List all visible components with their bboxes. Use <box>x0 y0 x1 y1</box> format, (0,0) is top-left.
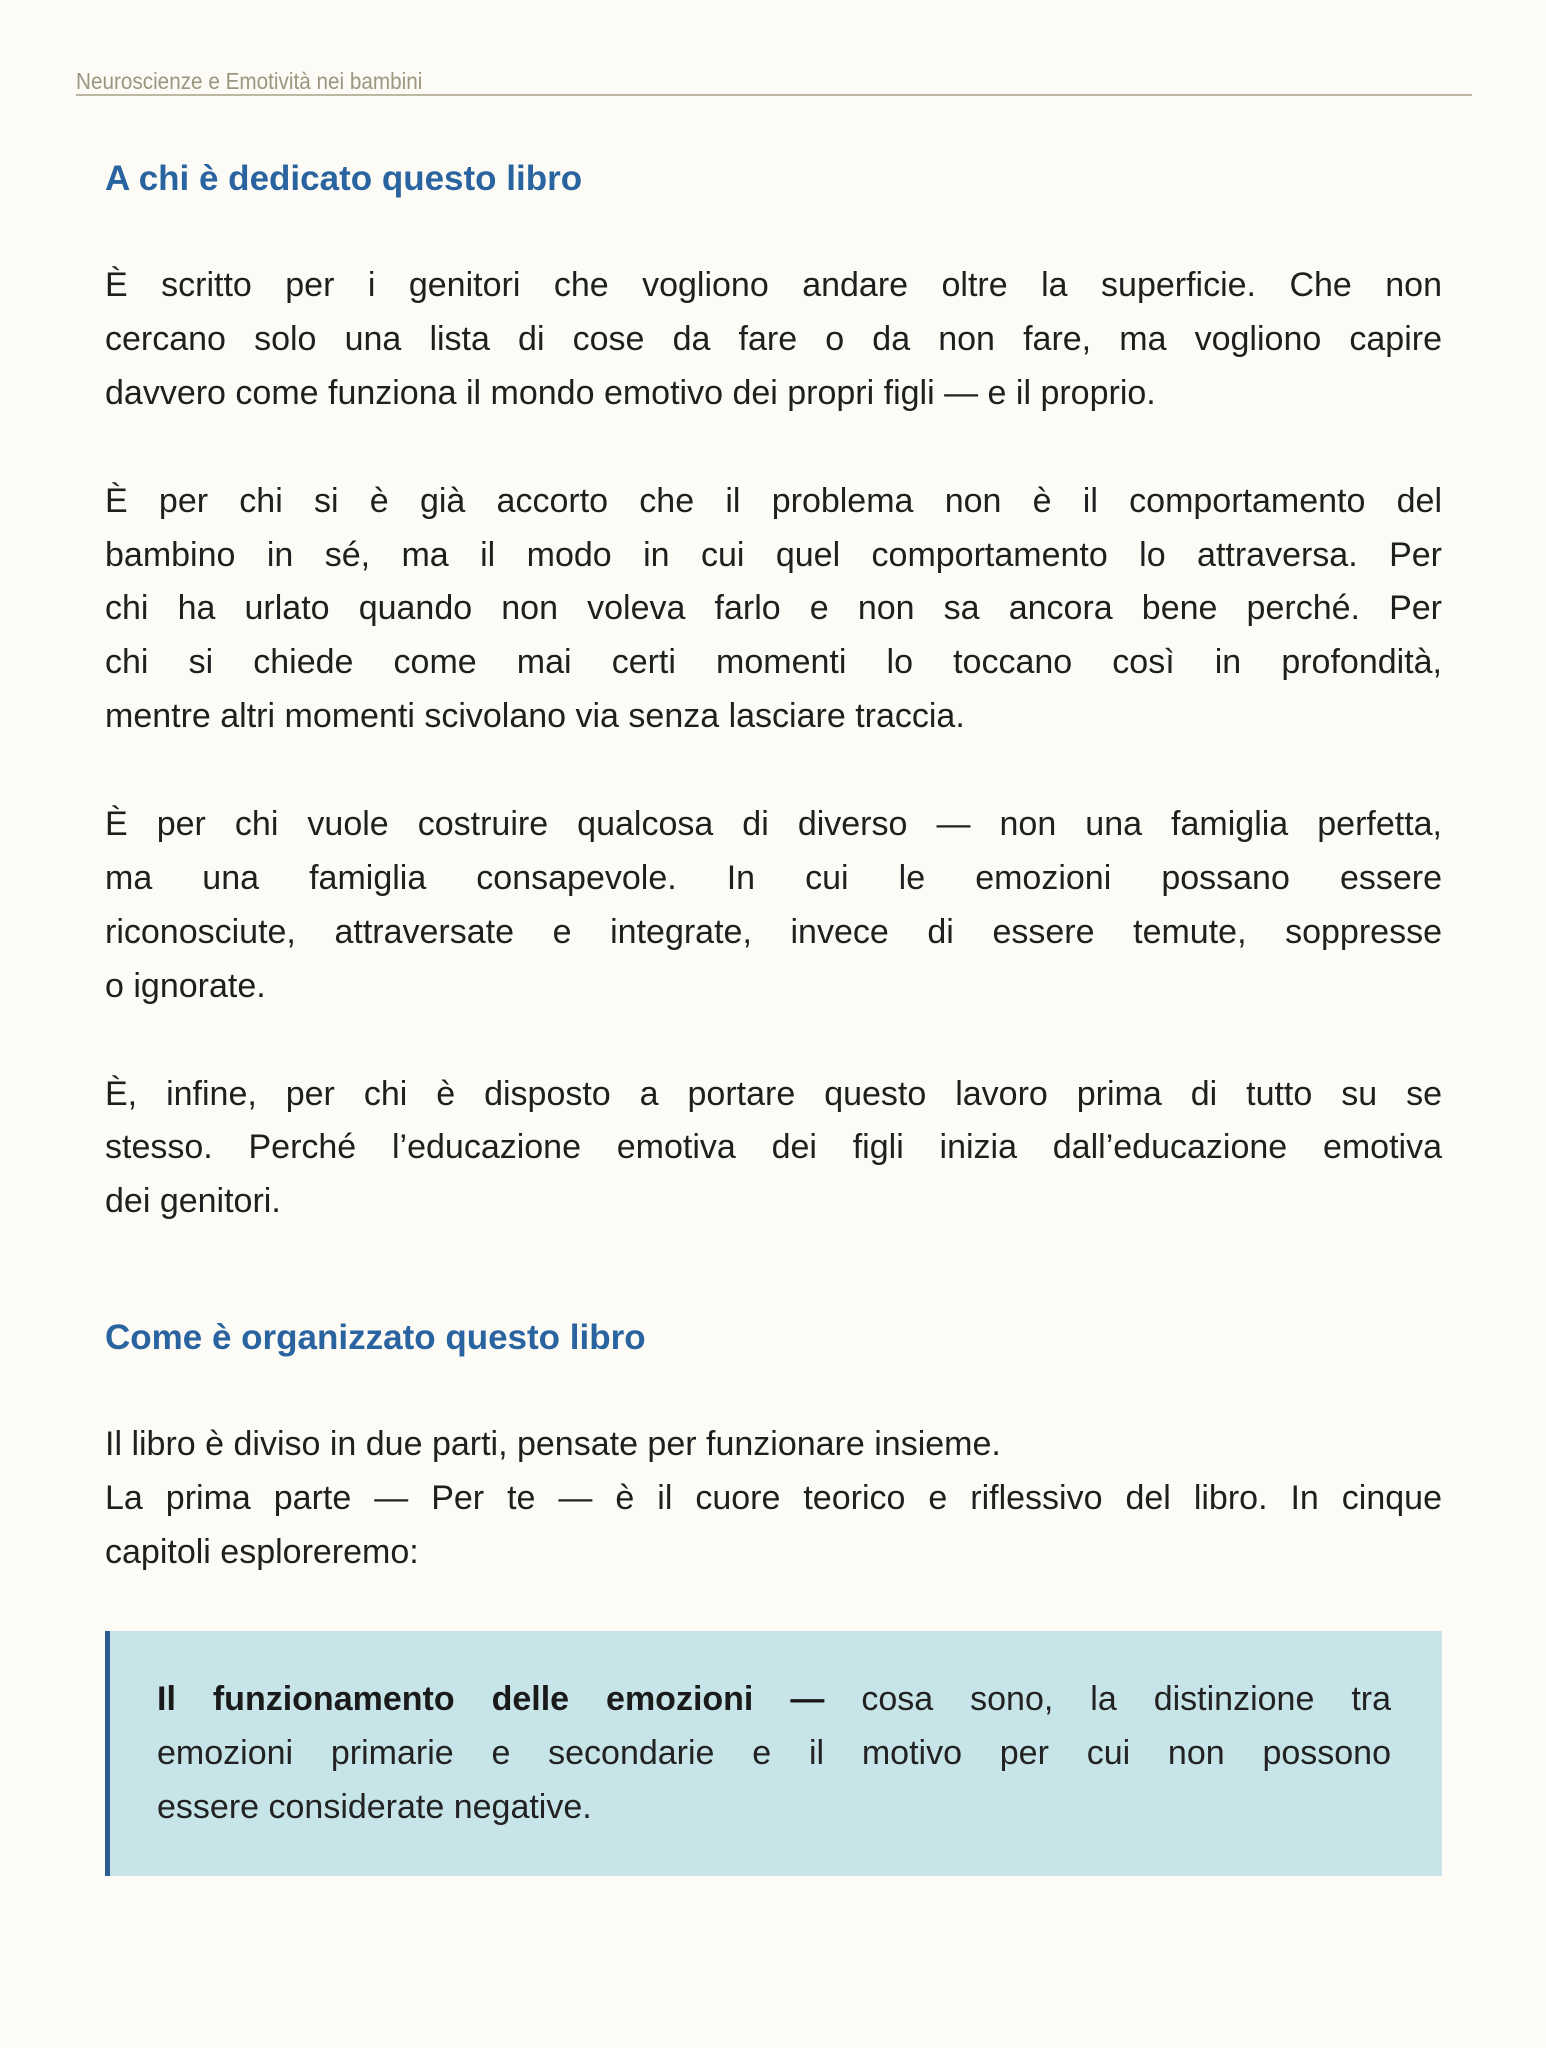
text-line: o ignorate. <box>105 966 266 1005</box>
text-line: dei genitori. <box>105 1182 281 1221</box>
text-line: ma una famiglia consapevole. In cui le emozioni possano essere <box>105 858 1442 897</box>
callout-line: emozioni primarie e secondarie e il motivo per cui non possono <box>157 1733 1391 1772</box>
text-line: È scritto per i genitori che vogliono andare oltre la superficie. Che non <box>105 266 1442 304</box>
callout-paragraph <box>157 1673 1391 1835</box>
text-line: bambino in sé, ma il modo in cui quel comportamento lo attraversa. Per <box>105 535 1442 574</box>
paragraph <box>105 1418 1442 1472</box>
paragraph <box>105 798 1442 1014</box>
paragraph <box>105 1068 1442 1230</box>
paragraph <box>105 1472 1442 1580</box>
paragraph <box>105 259 1442 421</box>
section-heading-dedication: A chi è dedicato questo libro <box>105 159 583 198</box>
text-line: stesso. Perché l’educazione emotiva dei figli inizia dall’educazione emotiva <box>105 1128 1442 1167</box>
section-body-organization <box>105 1418 1442 1634</box>
text-line: chi si chiede come mai certi momenti lo toccano così in profondità, <box>105 643 1442 682</box>
text-line: È per chi si è già accorto che il problema non è il comportamento del <box>105 481 1442 520</box>
text-line: Il libro è diviso in due parti, pensate per funzionare insieme. <box>105 1425 1001 1463</box>
callout-text: cosa sono, la distinzione tra <box>861 1680 1392 1718</box>
running-title: Neuroscienze e Emotività nei bambini <box>76 68 423 94</box>
text-line: cercano solo una lista di cose da fare o da non fare, ma vogliono capire <box>105 319 1442 358</box>
callout-term: Il funzionamento delle emozioni — <box>157 1680 825 1718</box>
callout-line <box>157 1673 1391 1727</box>
text-line: chi ha urlato quando non voleva farlo e non sa ancora bene perché. Per <box>105 589 1442 628</box>
section-body-dedication <box>105 259 1442 1283</box>
text-line: mentre altri momenti scivolano via senza lasciare traccia. <box>105 697 965 736</box>
text-line: davvero come funziona il mondo emotivo dei propri figli — e il proprio. <box>105 373 1156 412</box>
text-line: È, infine, per chi è disposto a portare questo lavoro prima di tutto su se <box>105 1074 1442 1113</box>
header-divider <box>76 94 1472 96</box>
text-line: La prima parte — Per te — è il cuore teorico e riflessivo del libro. In cinque <box>105 1478 1442 1517</box>
callout-line: essere considerate negative. <box>157 1787 592 1826</box>
text-line: È per chi vuole costruire qualcosa di diverso — non una famiglia perfetta, <box>105 805 1442 844</box>
paragraph <box>105 475 1442 745</box>
chapter-callout-box <box>105 1631 1442 1876</box>
text-line: riconosciute, attraversate e integrate, invece di essere temute, soppresse <box>105 912 1442 951</box>
text-line: capitoli esploreremo: <box>105 1532 419 1571</box>
section-heading-organization: Come è organizzato questo libro <box>105 1318 646 1357</box>
